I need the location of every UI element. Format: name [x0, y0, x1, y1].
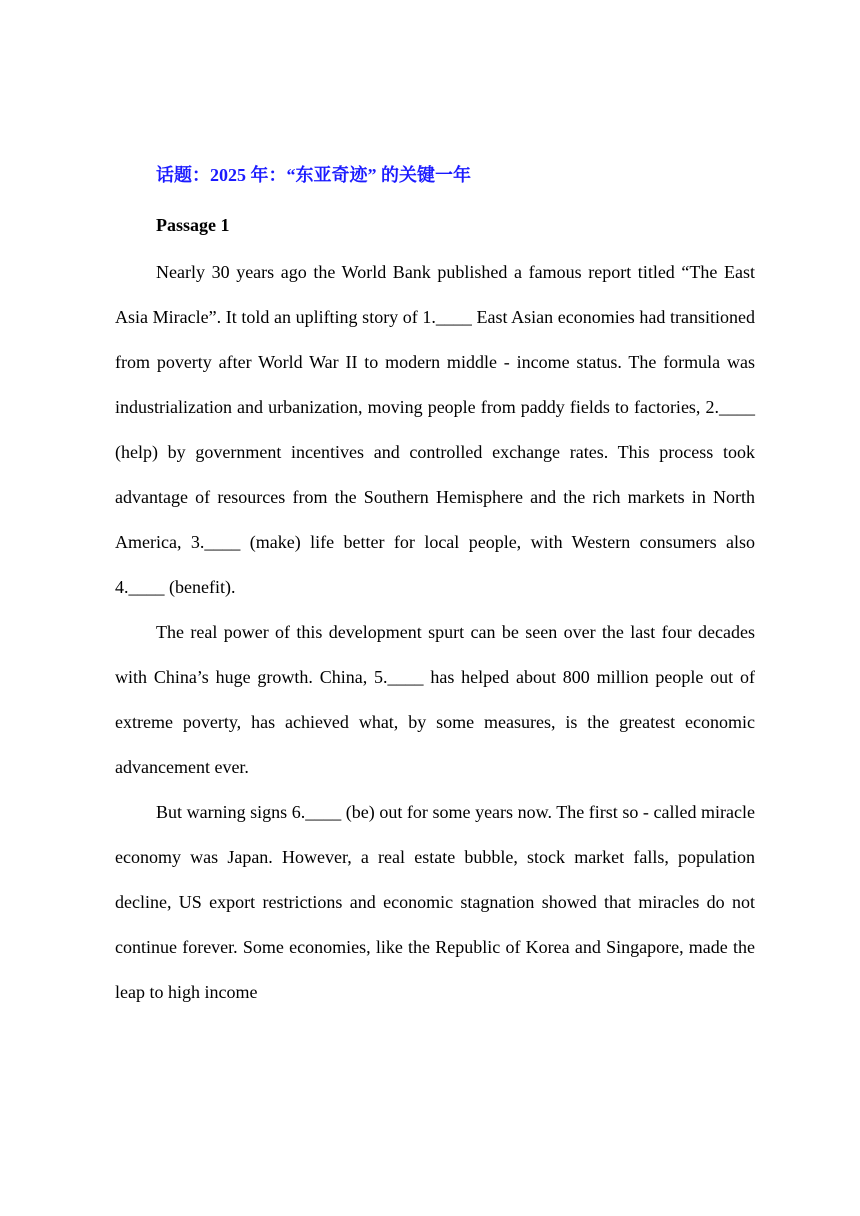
topic-heading: 话题：2025 年：“东亚奇迹” 的关键一年	[156, 165, 471, 185]
passage-title: Passage 1	[156, 215, 230, 235]
document-body	[115, 155, 755, 1015]
paragraph-1: Nearly 30 years ago the World Bank published a famous report titled “The East Asia Miracle”. It told an uplifting story of 1.____ East Asian economies had transitioned from poverty after World War II to modern middle - income status. The formula was industrialization and urbanization, moving people from paddy fields to factories, 2.____ (help) by government incentives and controlled exchange rates. This process took advantage of resources from the Southern Hemisphere and the rich markets in North America, 3.____ (make) life better for local people, with Western consumers also 4.____ (benefit).	[115, 262, 755, 597]
paragraph-3: But warning signs 6.____ (be) out for some years now. The first so - called miracle economy was Japan. However, a real estate bubble, stock market falls, population decline, US export restrictions and economic stagnation showed that miracles do not continue forever. Some economies, like the Republic of Korea and Singapore, made the leap to high income	[115, 802, 755, 1002]
paragraph-2: The real power of this development spurt can be seen over the last four decades with China’s huge growth. China, 5.____ has helped about 800 million people out of extreme poverty, has achieved what, by some measures, is the greatest economic advancement ever.	[115, 622, 755, 777]
